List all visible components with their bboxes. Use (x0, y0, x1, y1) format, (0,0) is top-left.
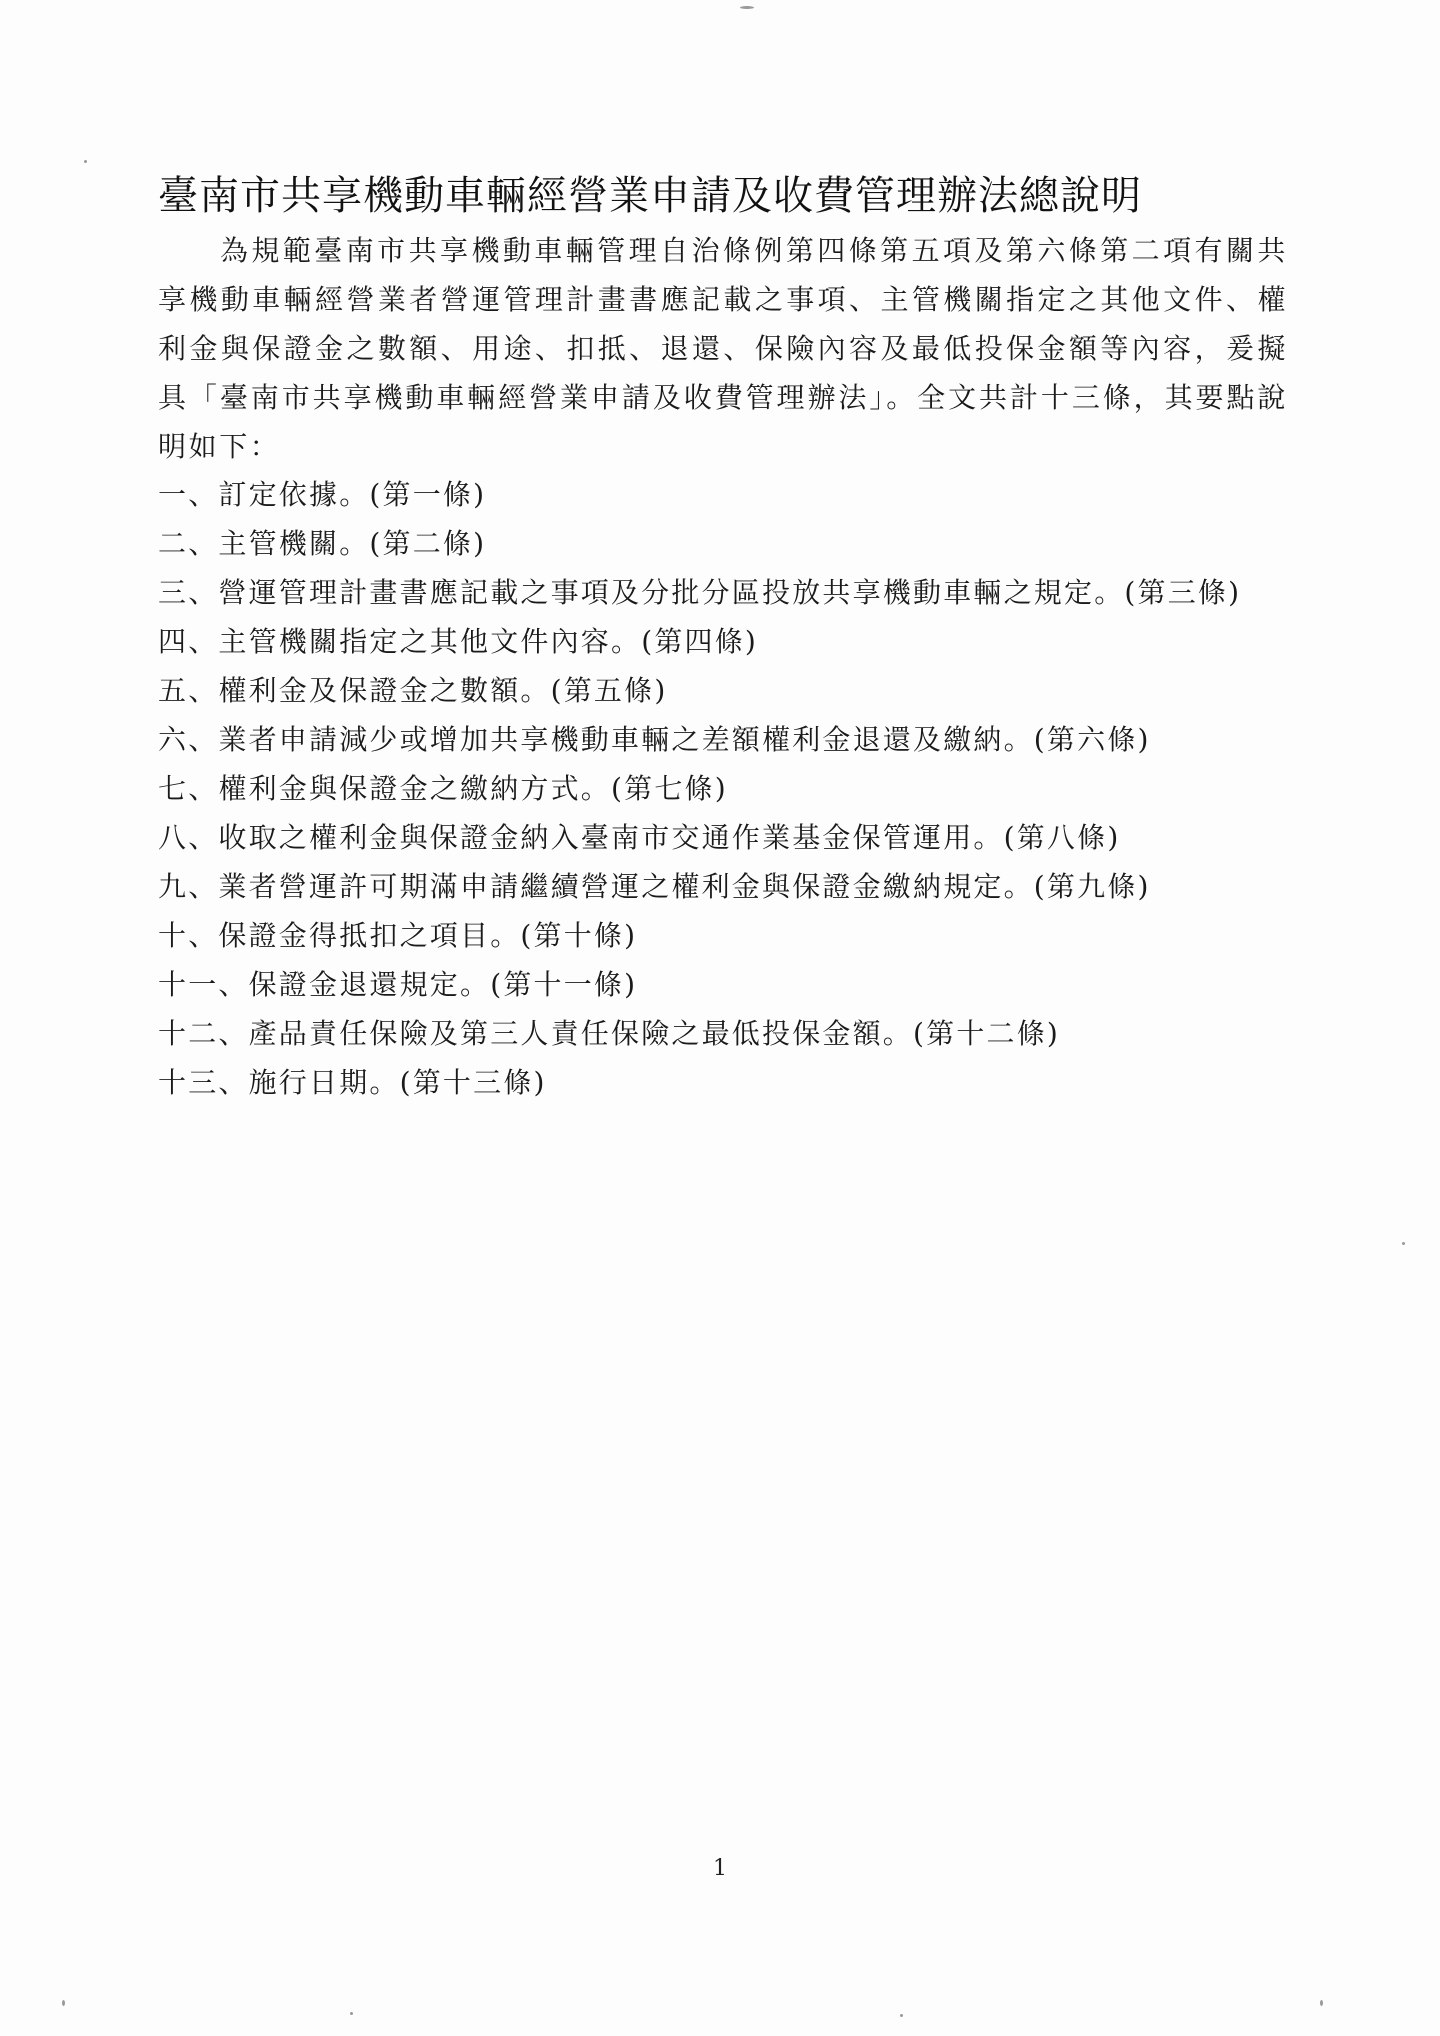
list-item: 七、權利金與保證金之繳納方式。(第七條) (158, 772, 728, 805)
scan-speck (350, 2012, 353, 2015)
scan-speck (84, 160, 87, 163)
intro-paragraph: 為規範臺南市共享機動車輛管理自治條例第四條第五項及第六條第二項有關共享機動車輛經營業者營運管理計畫書應記載之事項、主管機關指定之其他文件、權利金與保證金之數額、用途、扣抵、退還、保險內容及最低投保金額等內容，爰擬具「臺南市共享機動車輛經營業申請及收費管理辦法」。全文共計十三條，其要點說明如下： (158, 234, 1288, 463)
document-title: 臺南市共享機動車輛經營業申請及收費管理辦法總說明 (158, 173, 1142, 219)
list-item: 一、訂定依據。(第一條) (158, 478, 487, 511)
scan-speck (900, 2014, 903, 2017)
summary-list (158, 470, 1288, 1107)
list-item: 四、主管機關指定之其他文件內容。(第四條) (158, 625, 759, 658)
list-item: 八、收取之權利金與保證金納入臺南市交通作業基金保管運用。(第八條) (158, 821, 1121, 854)
list-item: 十三、施行日期。(第十三條) (158, 1066, 547, 1099)
list-item: 三、營運管理計畫書應記載之事項及分批分區投放共享機動車輛之規定。(第三條) (158, 576, 1242, 609)
scan-speck (1320, 2000, 1323, 2006)
scan-speck (62, 2000, 65, 2006)
list-item: 十二、產品責任保險及第三人責任保險之最低投保金額。(第十二條) (158, 1017, 1061, 1050)
scan-speck (1402, 1242, 1405, 1245)
list-item: 六、業者申請減少或增加共享機動車輛之差額權利金退還及繳納。(第六條) (158, 723, 1151, 756)
list-item: 九、業者營運許可期滿申請繼續營運之權利金與保證金繳納規定。(第九條) (158, 870, 1151, 903)
list-item: 二、主管機關。(第二條) (158, 527, 487, 560)
list-item: 十、保證金得抵扣之項目。(第十條) (158, 919, 638, 952)
list-item: 五、權利金及保證金之數額。(第五條) (158, 674, 668, 707)
list-item: 十一、保證金退還規定。(第十一條) (158, 968, 638, 1001)
scan-speck (740, 6, 754, 9)
page-number: 1 (713, 1856, 727, 1881)
